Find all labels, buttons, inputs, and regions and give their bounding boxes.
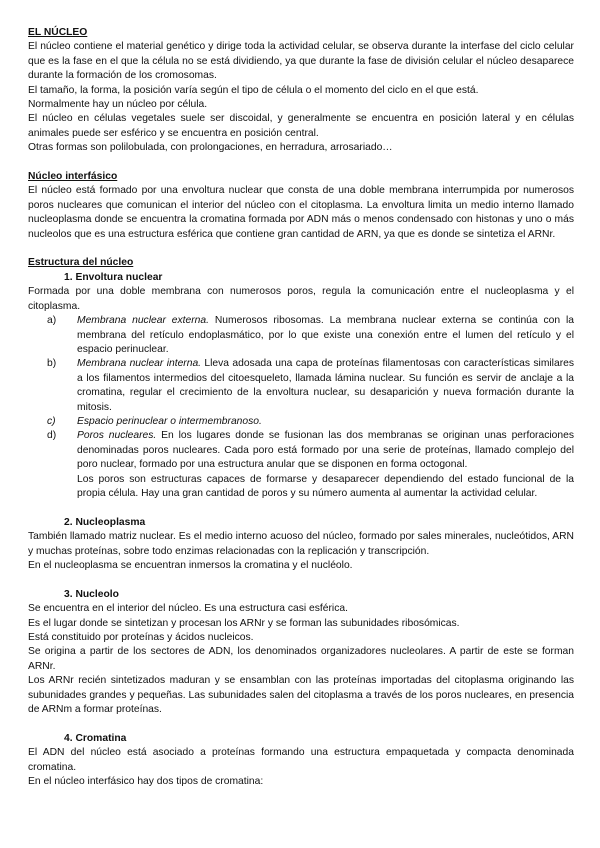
section-title-nucleo: EL NÚCLEO bbox=[28, 27, 88, 38]
list-label: a) bbox=[47, 315, 57, 327]
paragraph: El núcleo contiene el material genético y dirige toda la actividad celular, se observa durante la interfase del ciclo celular que es la fase en el que la célula no se está dividiendo, ya que durante la fase de división celular el núcleo desaparece durante la formación de los cromosomas. bbox=[28, 41, 574, 82]
list-term: Membrana nuclear interna. bbox=[77, 358, 202, 370]
list-item-continuation bbox=[28, 473, 574, 502]
paragraph: Los ARNr recién sintetizados maduran y se ensamblan con las proteínas importadas del citoplasma originando las subunidades grandes y pequeñas. Las subunidades salen del citoplasma a través de los poros nucleares, en presencia de ARNm a formar proteínas. bbox=[28, 675, 574, 716]
paragraph: El ADN del núcleo está asociado a proteínas formando una estructura empaquetada y compacta denominada cromatina. bbox=[28, 747, 574, 773]
list-term: Espacio perinuclear o intermembranoso. bbox=[77, 415, 262, 427]
list-label: b) bbox=[47, 358, 57, 370]
list-item bbox=[28, 429, 574, 472]
paragraph: En el núcleo interfásico hay dos tipos de cromatina: bbox=[28, 776, 264, 788]
paragraph: Se origina a partir de los sectores de ADN, los denominados organizadores nucleolares. A partir de este se forman ARNr. bbox=[28, 646, 574, 672]
subheading-envoltura: 1. Envoltura nuclear bbox=[64, 271, 163, 283]
section-title-interfasico: Núcleo interfásico bbox=[28, 171, 118, 183]
subheading-cromatina: 4. Cromatina bbox=[64, 732, 127, 744]
paragraph: Formada por una doble membrana con numerosos poros, regula la comunicación entre el nucleoplasma y el citoplasma. bbox=[28, 286, 574, 312]
paragraph: Se encuentra en el interior del núcleo. Es una estructura casi esférica. bbox=[28, 603, 348, 615]
list-text: En los lugares donde se fusionan las dos membranas se originan unas perforaciones denominadas poros nucleares. Cada poro está formado por una serie de proteínas, llamado complejo del poro nuclear, formado por una estructura anular que se disponen en forma octogonal. bbox=[77, 430, 574, 471]
list-label: d) bbox=[47, 430, 57, 442]
paragraph: Está constituido por proteínas y ácidos nucleicos. bbox=[28, 632, 254, 643]
list-term: Poros nucleares. bbox=[77, 430, 157, 442]
paragraph: El núcleo en células vegetales suele ser discoidal, y generalmente se encuentra en posición lateral y en células animales puede ser esférico y se encuentra en posición central. bbox=[28, 113, 574, 139]
list-text: Numerosos ribosomas. La membrana nuclear externa se continúa con la membrana del retículo endoplasmático, por lo que existe una conexión entre el lumen del retículo y el espacio perinuclear. bbox=[77, 315, 574, 355]
subheading-nucleoplasma: 2. Nucleoplasma bbox=[64, 516, 146, 528]
list-text: Los poros son estructuras capaces de formarse y desaparecer dependiendo del estado funcional de la propia célula. Hay una gran cantidad de poros y su número aumenta al aumentar la actividad celular. bbox=[77, 473, 574, 499]
list-item bbox=[28, 415, 574, 429]
paragraph: Normalmente hay un núcleo por célula. bbox=[28, 99, 208, 111]
paragraph: También llamado matriz nuclear. Es el medio interno acuoso del núcleo, formado por sales minerales, nucleótidos, ARN y muchas proteínas, sobre todo enzimas relacionadas con la replicación y transcripción. bbox=[28, 531, 574, 557]
list-text: Lleva adosada una capa de proteínas filamentosas con características similares a los filamentos intermedios del citoesqueleto, llamada lámina nuclear. Su función es servir de anclaje a la cromatina, regular el crecimiento de la envoltura nuclear, su desaparición y nueva formación durante la mitosis. bbox=[77, 358, 574, 413]
list-term: Membrana nuclear externa. bbox=[77, 315, 209, 327]
subheading-nucleolo: 3. Nucleolo bbox=[64, 588, 119, 600]
list-item bbox=[28, 314, 574, 357]
section-title-estructura: Estructura del núcleo bbox=[28, 257, 134, 269]
paragraph: El núcleo está formado por una envoltura nuclear que consta de una doble membrana interrumpida por numerosos poros nucleares que comunican el interior del núcleo con el citoplasma. La envoltura limita un medio interno llamado nucleoplasma donde se encuentra la cromatina formada por ADN más o menos condensado con histonas y uno o más nucleolos que es una estructura esférica que contiene gran cantidad de ARN, ya que es donde se sintetiza el ARNr. bbox=[28, 185, 574, 240]
list-item bbox=[28, 357, 574, 415]
paragraph: En el nucleoplasma se encuentran inmersos la cromatina y el nucléolo. bbox=[28, 559, 353, 571]
paragraph: Es el lugar donde se sintetizan y procesan los ARNr y se forman las subunidades ribosómicas. bbox=[28, 617, 460, 629]
list-label: c) bbox=[47, 415, 56, 427]
document-page bbox=[28, 26, 574, 789]
paragraph: Otras formas son polilobulada, con prolongaciones, en herradura, arrosariado… bbox=[28, 142, 393, 154]
paragraph: El tamaño, la forma, la posición varía según el tipo de célula o el momento del ciclo en el que está. bbox=[28, 84, 479, 96]
